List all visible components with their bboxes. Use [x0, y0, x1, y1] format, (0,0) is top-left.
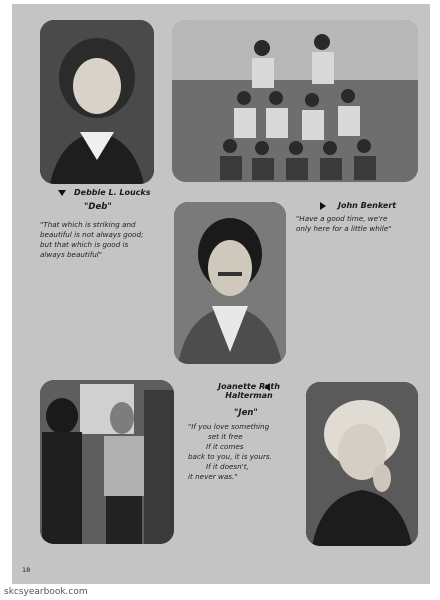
quote-line: beautiful is not always good;: [40, 230, 144, 239]
quote-line: back to you, it is yours.: [188, 452, 272, 461]
pointer-left-icon: [264, 383, 270, 391]
watermark: skcsyearbook.com: [4, 587, 88, 597]
student-nickname: "Jen": [234, 408, 258, 418]
group-pyramid-photo: [172, 20, 418, 182]
quote-line: "If you love something: [188, 422, 270, 431]
portrait-joanette-halterman: [306, 382, 418, 546]
yearbook-page: [12, 4, 430, 584]
student-name: Debbie L. Loucks: [74, 188, 151, 197]
name-line: Joanette Ruth: [218, 382, 280, 391]
pointer-down-icon: [58, 190, 66, 196]
quote-line: only here for a little while": [296, 224, 392, 233]
quote-line: it never was.": [188, 472, 238, 481]
name-line: Halterman: [225, 391, 273, 400]
student-quote: [40, 220, 170, 260]
quote-line: If it doesn't,: [206, 462, 249, 471]
page-number: 18: [22, 566, 31, 574]
student-nickname: "Deb": [84, 202, 112, 212]
student-name: John Benkert: [338, 201, 397, 210]
quote-line: "That which is striking and: [40, 220, 136, 229]
portrait-john-benkert: [174, 202, 286, 364]
hallway-candid-photo: [40, 380, 174, 544]
quote-line: If it comes: [206, 442, 244, 451]
quote-line: always beautiful": [40, 250, 103, 259]
student-name: [208, 382, 290, 400]
quote-line: "Have a good time, we're: [296, 214, 388, 223]
student-quote: [296, 214, 426, 234]
pointer-right-icon: [320, 202, 326, 210]
portrait-debbie-loucks: [40, 20, 154, 184]
quote-line: but that which is good is: [40, 240, 129, 249]
quote-line: set it free: [208, 432, 243, 441]
student-quote: [188, 422, 318, 482]
